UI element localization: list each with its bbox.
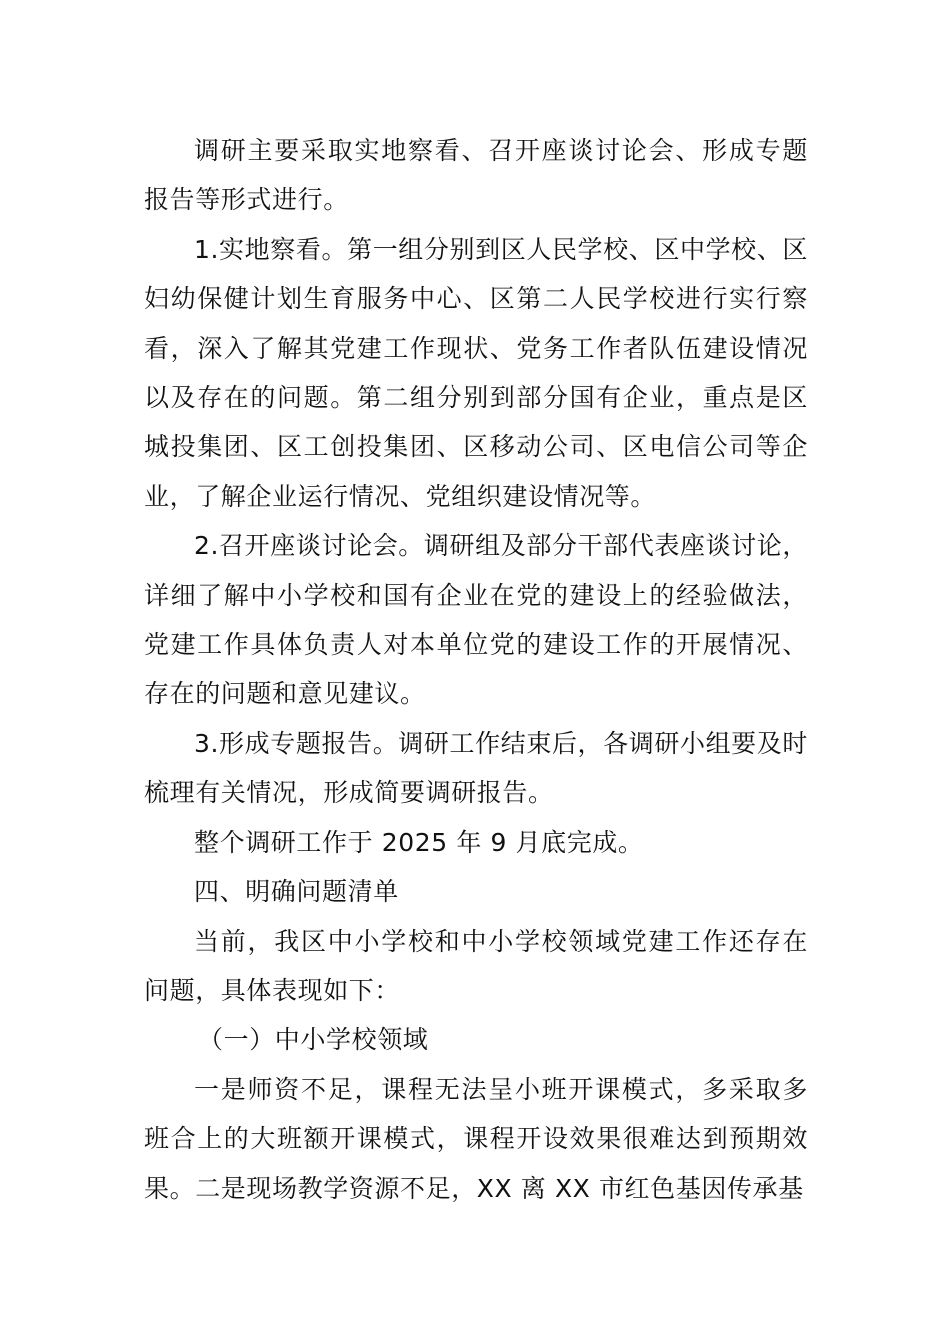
document-body	[144, 126, 808, 1213]
section-heading-problem-list: 四、明确问题清单	[194, 877, 399, 907]
paragraph-current-problems: 当前，我区中小学校和中小学校领域党建工作还存在问题，具体表现如下：	[144, 926, 808, 1005]
paragraph-site-inspection: 1.实地察看。第一组分别到区人民学校、区中学校、区妇幼保健计划生育服务中心、区第二人民学校进行实行察看，深入了解其党建工作现状、党务工作者队伍建设情况以及存在的问题。第二组分别到部分国有企业，重点是区城投集团、区工创投集团、区移动公司、区电信公司等企业，了解企业运行情况、党组织建设情况等。	[144, 234, 808, 511]
subheading-schools: （一）中小学校领域	[198, 1025, 429, 1055]
paragraph-research-methods: 调研主要采取实地察看、召开座谈讨论会、形成专题报告等形式进行。	[144, 136, 808, 215]
paragraph-special-report: 3.形成专题报告。调研工作结束后，各调研小组要及时梳理有关情况，形成简要调研报告。	[144, 728, 808, 808]
paragraph-completion-date: 整个调研工作于 2025 年 9 月底完成。	[194, 827, 644, 857]
paragraph-symposium: 2.召开座谈讨论会。调研组及部分干部代表座谈讨论，详细了解中小学校和国有企业在党的建设上的经验做法，党建工作具体负责人对本单位党的建设工作的开展情况、存在的问题和意见建议。	[144, 531, 808, 709]
paragraph-teacher-shortage: 一是师资不足，课程无法呈小班开课模式，多采取多班合上的大班额开课模式，课程开设效果很难达到预期效果。二是现场教学资源不足，XX 离 XX 市红色基因传承基	[144, 1074, 808, 1203]
